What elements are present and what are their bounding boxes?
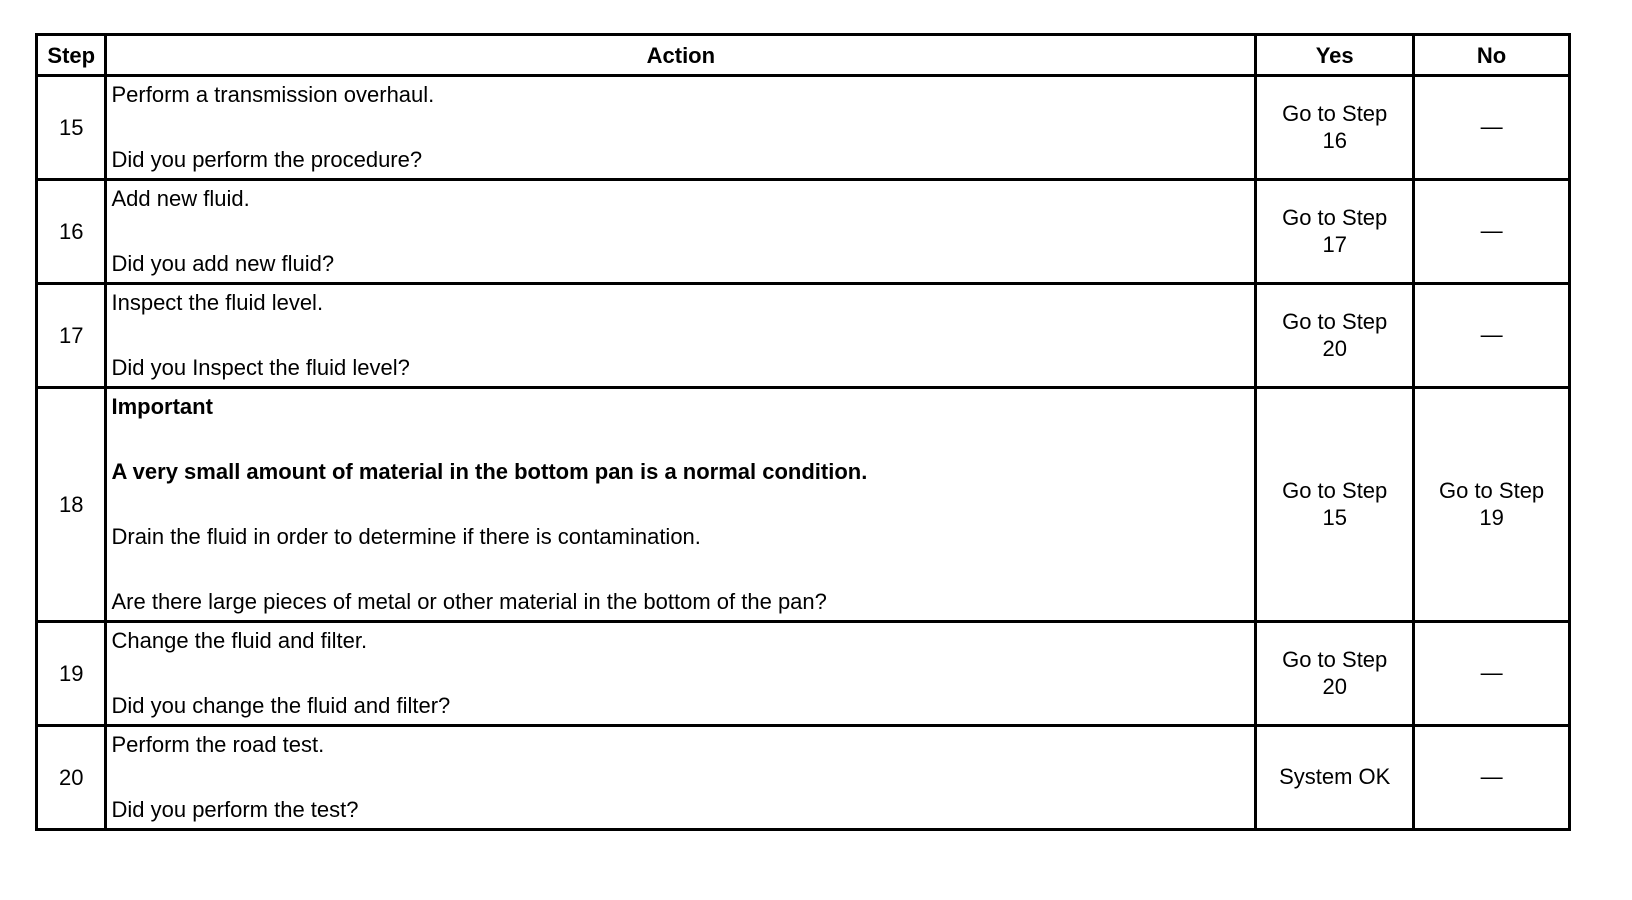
yes-result [1256,622,1414,726]
yes-result [1256,726,1414,830]
table-row [37,180,1570,284]
header-yes: Yes [1256,35,1414,76]
step-number: 18 [37,388,106,622]
yes-result-text: 17 [1322,231,1347,257]
action-cell [106,388,1256,622]
table-row [37,726,1570,830]
action-question: Did you change the fluid and filter? [111,692,451,718]
header-step: Step [37,35,106,76]
yes-result-text: Go to Step [1282,100,1388,126]
no-result [1414,622,1570,726]
action-cell [106,76,1256,180]
action-cell [106,726,1256,830]
step-number: 17 [37,284,106,388]
no-result [1414,388,1570,622]
yes-result-text: 20 [1322,335,1347,361]
header-no: No [1414,35,1570,76]
yes-result-text: Go to Step [1282,204,1388,230]
table-body [37,76,1570,830]
action-instruction: Add new fluid. [111,185,250,211]
line-spacer [111,316,1250,354]
no-result-text: — [1480,322,1503,347]
yes-result-text: Go to Step [1282,308,1388,334]
yes-result-text: Go to Step [1282,646,1388,672]
yes-result [1256,76,1414,180]
important-note: A very small amount of material in the bottom pan is a normal condition. [111,458,868,484]
line-spacer [111,212,1250,250]
action-question: Are there large pieces of metal or other material in the bottom of the pan? [111,588,827,614]
no-result-text: — [1480,218,1503,243]
no-result [1414,726,1570,830]
action-instruction: Change the fluid and filter. [111,627,368,653]
no-result-text: Go to Step [1438,477,1545,503]
line-spacer [111,758,1250,796]
step-number: 15 [37,76,106,180]
yes-result [1256,180,1414,284]
no-result-text: — [1480,764,1503,789]
action-question: Did you Inspect the fluid level? [111,354,410,380]
no-result [1414,76,1570,180]
step-number: 16 [37,180,106,284]
action-cell [106,180,1256,284]
yes-result-text: 15 [1322,504,1347,530]
line-spacer [111,550,1250,588]
yes-result [1256,388,1414,622]
no-result [1414,284,1570,388]
table-row [37,388,1570,622]
action-question: Did you add new fluid? [111,250,335,276]
yes-result-text: Go to Step [1282,477,1388,503]
no-result-text: — [1480,660,1503,685]
action-question: Did you perform the procedure? [111,146,423,172]
yes-result [1256,284,1414,388]
no-result [1414,180,1570,284]
important-label: Important [111,393,213,419]
line-spacer [111,108,1250,146]
no-result-text: — [1480,114,1503,139]
header-row [37,35,1570,76]
step-number: 20 [37,726,106,830]
step-number: 19 [37,622,106,726]
action-instruction: Perform a transmission overhaul. [111,81,435,107]
line-spacer [111,420,1250,458]
action-cell [106,284,1256,388]
yes-result-text: 16 [1322,127,1347,153]
action-instruction: Drain the fluid in order to determine if there is contamination. [111,523,701,549]
line-spacer [111,485,1250,523]
table-row [37,622,1570,726]
yes-result-text: System OK [1279,764,1391,789]
diagnostic-table [35,33,1571,831]
line-spacer [111,654,1250,692]
header-action: Action [106,35,1256,76]
action-question: Did you perform the test? [111,796,359,822]
yes-result-text: 20 [1322,673,1347,699]
action-instruction: Inspect the fluid level. [111,289,324,315]
no-result-text: 19 [1479,504,1504,530]
action-instruction: Perform the road test. [111,731,325,757]
table-row [37,284,1570,388]
table-row [37,76,1570,180]
action-cell [106,622,1256,726]
